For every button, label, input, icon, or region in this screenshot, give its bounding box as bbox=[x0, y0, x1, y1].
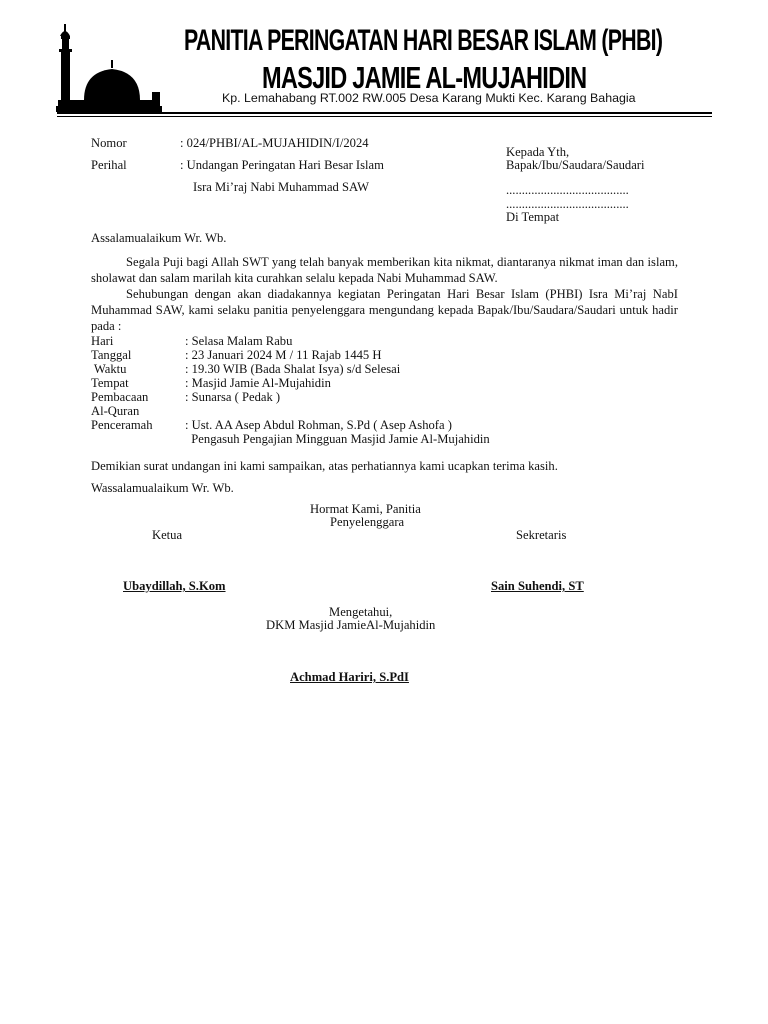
closing-salam: Wassalamualaikum Wr. Wb. bbox=[91, 481, 234, 495]
recipient-line1: Kepada Yth, bbox=[506, 145, 570, 159]
closing-paragraph: Demikian surat undangan ini kami sampaikan, atas perhatiannya kami ucapkan terima kasih. bbox=[91, 459, 558, 473]
mengetahui: Mengetahui, bbox=[329, 605, 393, 619]
detail-value: Pengasuh Pengajian Mingguan Masjid Jamie Al-Mujahidin bbox=[185, 432, 490, 446]
detail-value: : Ust. AA Asep Abdul Rohman, S.Pd ( Asep Ashofa ) bbox=[185, 418, 452, 432]
sign-penyelenggara: Penyelenggara bbox=[330, 515, 405, 529]
detail-label: Hari bbox=[91, 334, 114, 348]
letterhead-title: PANITIA PERINGATAN HARI BESAR ISLAM (PHBI) bbox=[184, 24, 663, 57]
recipient-place: Di Tempat bbox=[506, 210, 560, 224]
ketua-title: Ketua bbox=[152, 528, 183, 542]
detail-value: : 19.30 WIB (Bada Shalat Isya) s/d Selesai bbox=[185, 362, 401, 376]
dkm-title: DKM Masjid JamieAl-Mujahidin bbox=[266, 618, 436, 632]
detail-value: : 23 Januari 2024 M / 11 Rajab 1445 H bbox=[185, 348, 382, 362]
perihal-label: Perihal bbox=[91, 158, 127, 172]
perihal-value: : Undangan Peringatan Hari Besar Islam bbox=[180, 158, 384, 172]
recipient-line2: Bapak/Ibu/Saudara/Saudari bbox=[506, 158, 645, 172]
detail-label: Tanggal bbox=[91, 348, 132, 362]
detail-label: Pembacaan bbox=[91, 390, 149, 404]
detail-label: Tempat bbox=[91, 376, 129, 390]
sekretaris-name: Sain Suhendi, ST bbox=[491, 579, 584, 593]
sekretaris-title: Sekretaris bbox=[516, 528, 567, 542]
recipient-dots1: ....................................... bbox=[506, 183, 629, 197]
recipient-dots2: ....................................... bbox=[506, 197, 629, 211]
dkm-name: Achmad Hariri, S.PdI bbox=[290, 670, 409, 684]
greeting: Assalamualaikum Wr. Wb. bbox=[91, 231, 227, 245]
detail-label: Waktu bbox=[91, 362, 127, 376]
letterhead-divider-thin bbox=[57, 116, 712, 117]
perihal-value-line2: Isra Mi’raj Nabi Muhammad SAW bbox=[193, 180, 369, 194]
mosque-icon bbox=[56, 22, 162, 114]
detail-value: : Sunarsa ( Pedak ) bbox=[185, 390, 281, 404]
paragraph-invitation: Sehubungan dengan akan diadakannya kegiatan Peringatan Hari Besar Islam (PHBI) Isra Mi’raj NabI Muhammad SAW, kami selaku panitia penyelenggara mengundang kepada Bapak/Ibu/Saudara/Saudari untuk hadir pada : bbox=[91, 287, 678, 333]
detail-value: : Masjid Jamie Al-Mujahidin bbox=[185, 376, 331, 390]
nomor-value: : 024/PHBI/AL-MUJAHIDIN/I/2024 bbox=[180, 136, 369, 150]
letterhead-divider bbox=[57, 112, 712, 114]
detail-value: : Selasa Malam Rabu bbox=[185, 334, 293, 348]
sign-hormat: Hormat Kami, Panitia bbox=[310, 502, 421, 516]
ketua-name: Ubaydillah, S.Kom bbox=[123, 579, 226, 593]
letterhead-address: Kp. Lemahabang RT.002 RW.005 Desa Karang Mukti Kec. Karang Bahagia bbox=[222, 91, 636, 105]
letterhead-subtitle: MASJID JAMIE AL-MUJAHIDIN bbox=[262, 60, 587, 95]
paragraph-opening: Segala Puji bagi Allah SWT yang telah banyak memberikan kita nikmat, diantaranya nikmat iman dan islam, sholawat dan salam marilah kita curahkan selalu kepada Nabi Muhammad SAW. bbox=[91, 255, 678, 285]
detail-label: Al-Quran bbox=[91, 404, 140, 418]
nomor-label: Nomor bbox=[91, 136, 127, 150]
detail-label: Penceramah bbox=[91, 418, 153, 432]
